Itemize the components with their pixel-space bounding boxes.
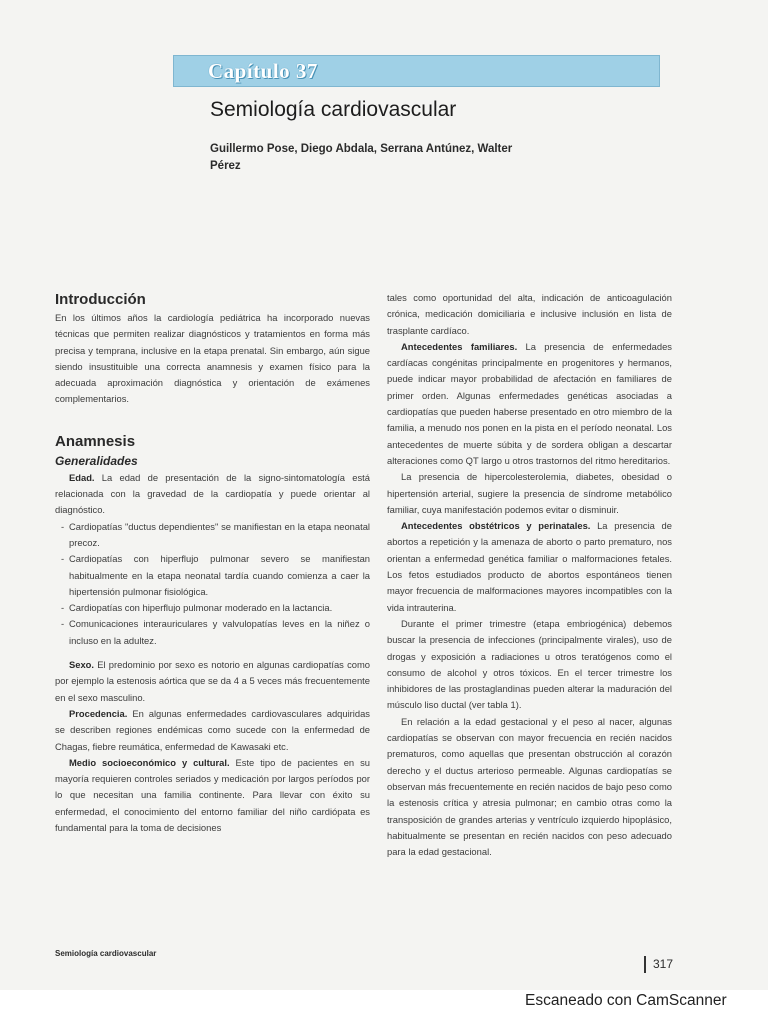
list-item: - Cardiopatías "ductus dependientes" se manifiestan en la etapa neonatal precoz. xyxy=(61,519,370,552)
edad-text: La edad de presentación de la signo-sintomatología está relacionada con la gravedad de la cardiopatía y puede orientar al diagnóstico. xyxy=(55,471,370,516)
left-column xyxy=(55,290,370,836)
obstetricos-text: La presencia de abortos a repetición y la amenaza de aborto o parto prematuro, nos orientan a enfermedad genética familiar o malformaciones fetales. Los fetos estudiados producto de abortos espontáneos tienen mayor frecuencia de malformaciones mayores incompatibles con la vida intrauterina. xyxy=(387,520,672,613)
sexo-text: El predominio por sexo es notorio en algunas cardiopatías como por ejemplo la estenosis aórtica que se da 4 a 5 veces más frecuentemente en el sexo masculino. xyxy=(55,659,370,703)
chapter-title: Semiología cardiovascular xyxy=(210,98,457,121)
edad-label: Edad. xyxy=(69,471,95,483)
chapter-label: Capítulo 37 xyxy=(208,59,318,83)
sexo-label: Sexo. xyxy=(69,659,95,671)
chapter-authors: Guillermo Pose, Diego Abdala, Serrana Antúnez, Walter Pérez xyxy=(210,143,513,172)
medio-text: Este tipo de pacientes en su mayoría requieren controles seriados y medicación por largos períodos por lo que necesitan una familia continente. Para llevar con éxito su enfermedad, el conocimiento del entorno familiar del niño cardiópata es fundamental para la toma de decisiones xyxy=(55,756,370,834)
familiares-label: Antecedentes familiares. xyxy=(401,340,518,352)
list-item: - Cardiopatías con hiperflujo pulmonar moderado en la lactancia. xyxy=(61,600,370,616)
edad-gestacional-paragraph: En relación a la edad gestacional y el peso al nacer, algunas cardiopatías se observan con mayor frecuencia en recién nacidos prematuros, como aquellas que presentan obstrucción al corazón derecho y el ductus arterioso permeable. Algunas cardiopatías se observan más frecuentemente en recién nacidos de bajo peso como la estenosis crítica y atresia pulmonar; en cambio otras como la transposición de grandes arterias y ventrículo izquierdo hipoplásico, habitualmente se presentan en recién nacidos con peso adecuado para la edad gestacional. xyxy=(387,715,672,858)
page-number: 317 xyxy=(653,957,674,971)
subheading-generalidades: Generalidades xyxy=(55,453,138,468)
obstetricos-paragraph xyxy=(387,518,672,616)
edad-list xyxy=(55,519,370,649)
list-item: - Comunicaciones interauriculares y valvulopatías leves en la niñez o incluso en la adultez. xyxy=(61,616,370,649)
procedencia-text: En algunas enfermedades cardiovasculares adquiridas se describen regiones endémicas como sucede con la enfermedad de Chagas, fiebre reumática, enfermedad de Kawasaki etc. xyxy=(55,707,370,752)
section-heading-anamnesis: Anamnesis xyxy=(55,432,136,450)
trimestre-paragraph: Durante el primer trimestre (etapa embriogénica) debemos buscar la presencia de infecciones (principalmente virales), uso de drogas y exposición a radiaciones u otros teratógenos como el consumo de alcohol y otros tóxicos. En el tercer trimestre los inhibidores de las prostaglandinas pueden alterar la maduración del músculo liso ductal (ver tabla 1). xyxy=(387,617,672,711)
medio-label: Medio socioeconómico y cultural. xyxy=(69,756,230,768)
familiares-paragraph xyxy=(387,339,672,469)
intro-paragraph: En los últimos años la cardiología pediátrica ha incorporado nuevas técnicas que permiten realizar diagnósticos y tratamientos en forma más precisa y temprana, inclusive en la etapa prenatal. Sin embargo, aún sigue siendo insustituible una correcta anamnesis y examen físico para la adecuada aproximación diagnóstica y orientación de exámenes complementarios. xyxy=(55,312,370,405)
section-heading-introduccion: Introducción xyxy=(55,291,146,308)
obstetricos-label: Antecedentes obstétricos y perinatales. xyxy=(401,520,591,532)
familiares-text: La presencia de enfermedades cardíacas congénitas principalmente en progenitores y hermanos, puede indicar mayor probabilidad de afectación en familiares de primer orden. Algunas enfermedades genéticas asociadas a cardiopatías que pueden haberse presentado en otro miembro de la familia, a menudo nos ponen en la pista en el período neonatal. Los antecedentes de muerte súbita y de sordera obligan a descartar alteraciones como QT largo u otros trastornos del ritmo hereditarios. xyxy=(387,340,672,466)
chapter-label-banner xyxy=(173,55,660,87)
procedencia-label: Procedencia. xyxy=(69,707,128,719)
running-footer-title: Semiología cardiovascular xyxy=(55,949,157,958)
edad-paragraph xyxy=(55,470,370,519)
sexo-paragraph xyxy=(55,657,370,706)
continuation-paragraph: tales como oportunidad del alta, indicación de anticoagulación crónica, medicación domiciliaria e inclusive inclusión en lista de trasplante cardíaco. xyxy=(387,292,672,336)
procedencia-paragraph xyxy=(55,706,370,755)
right-column xyxy=(387,290,672,860)
medio-paragraph xyxy=(55,755,370,836)
list-item: - Cardiopatías con hiperflujo pulmonar severo se manifiestan habitualmente en la etapa neonatal tardía cuando comienza a caer la hipertensión pulmonar fisiológica. xyxy=(61,551,370,600)
scanner-watermark: Escaneado con CamScanner xyxy=(525,992,727,1009)
metabolic-paragraph: La presencia de hipercolesterolemia, diabetes, obesidad o hipertensión arterial, sugiere la presencia de síndrome metabólico familiar, cuya manifestación podemos evitar o disminuir. xyxy=(387,471,672,515)
footer-divider xyxy=(644,956,646,973)
